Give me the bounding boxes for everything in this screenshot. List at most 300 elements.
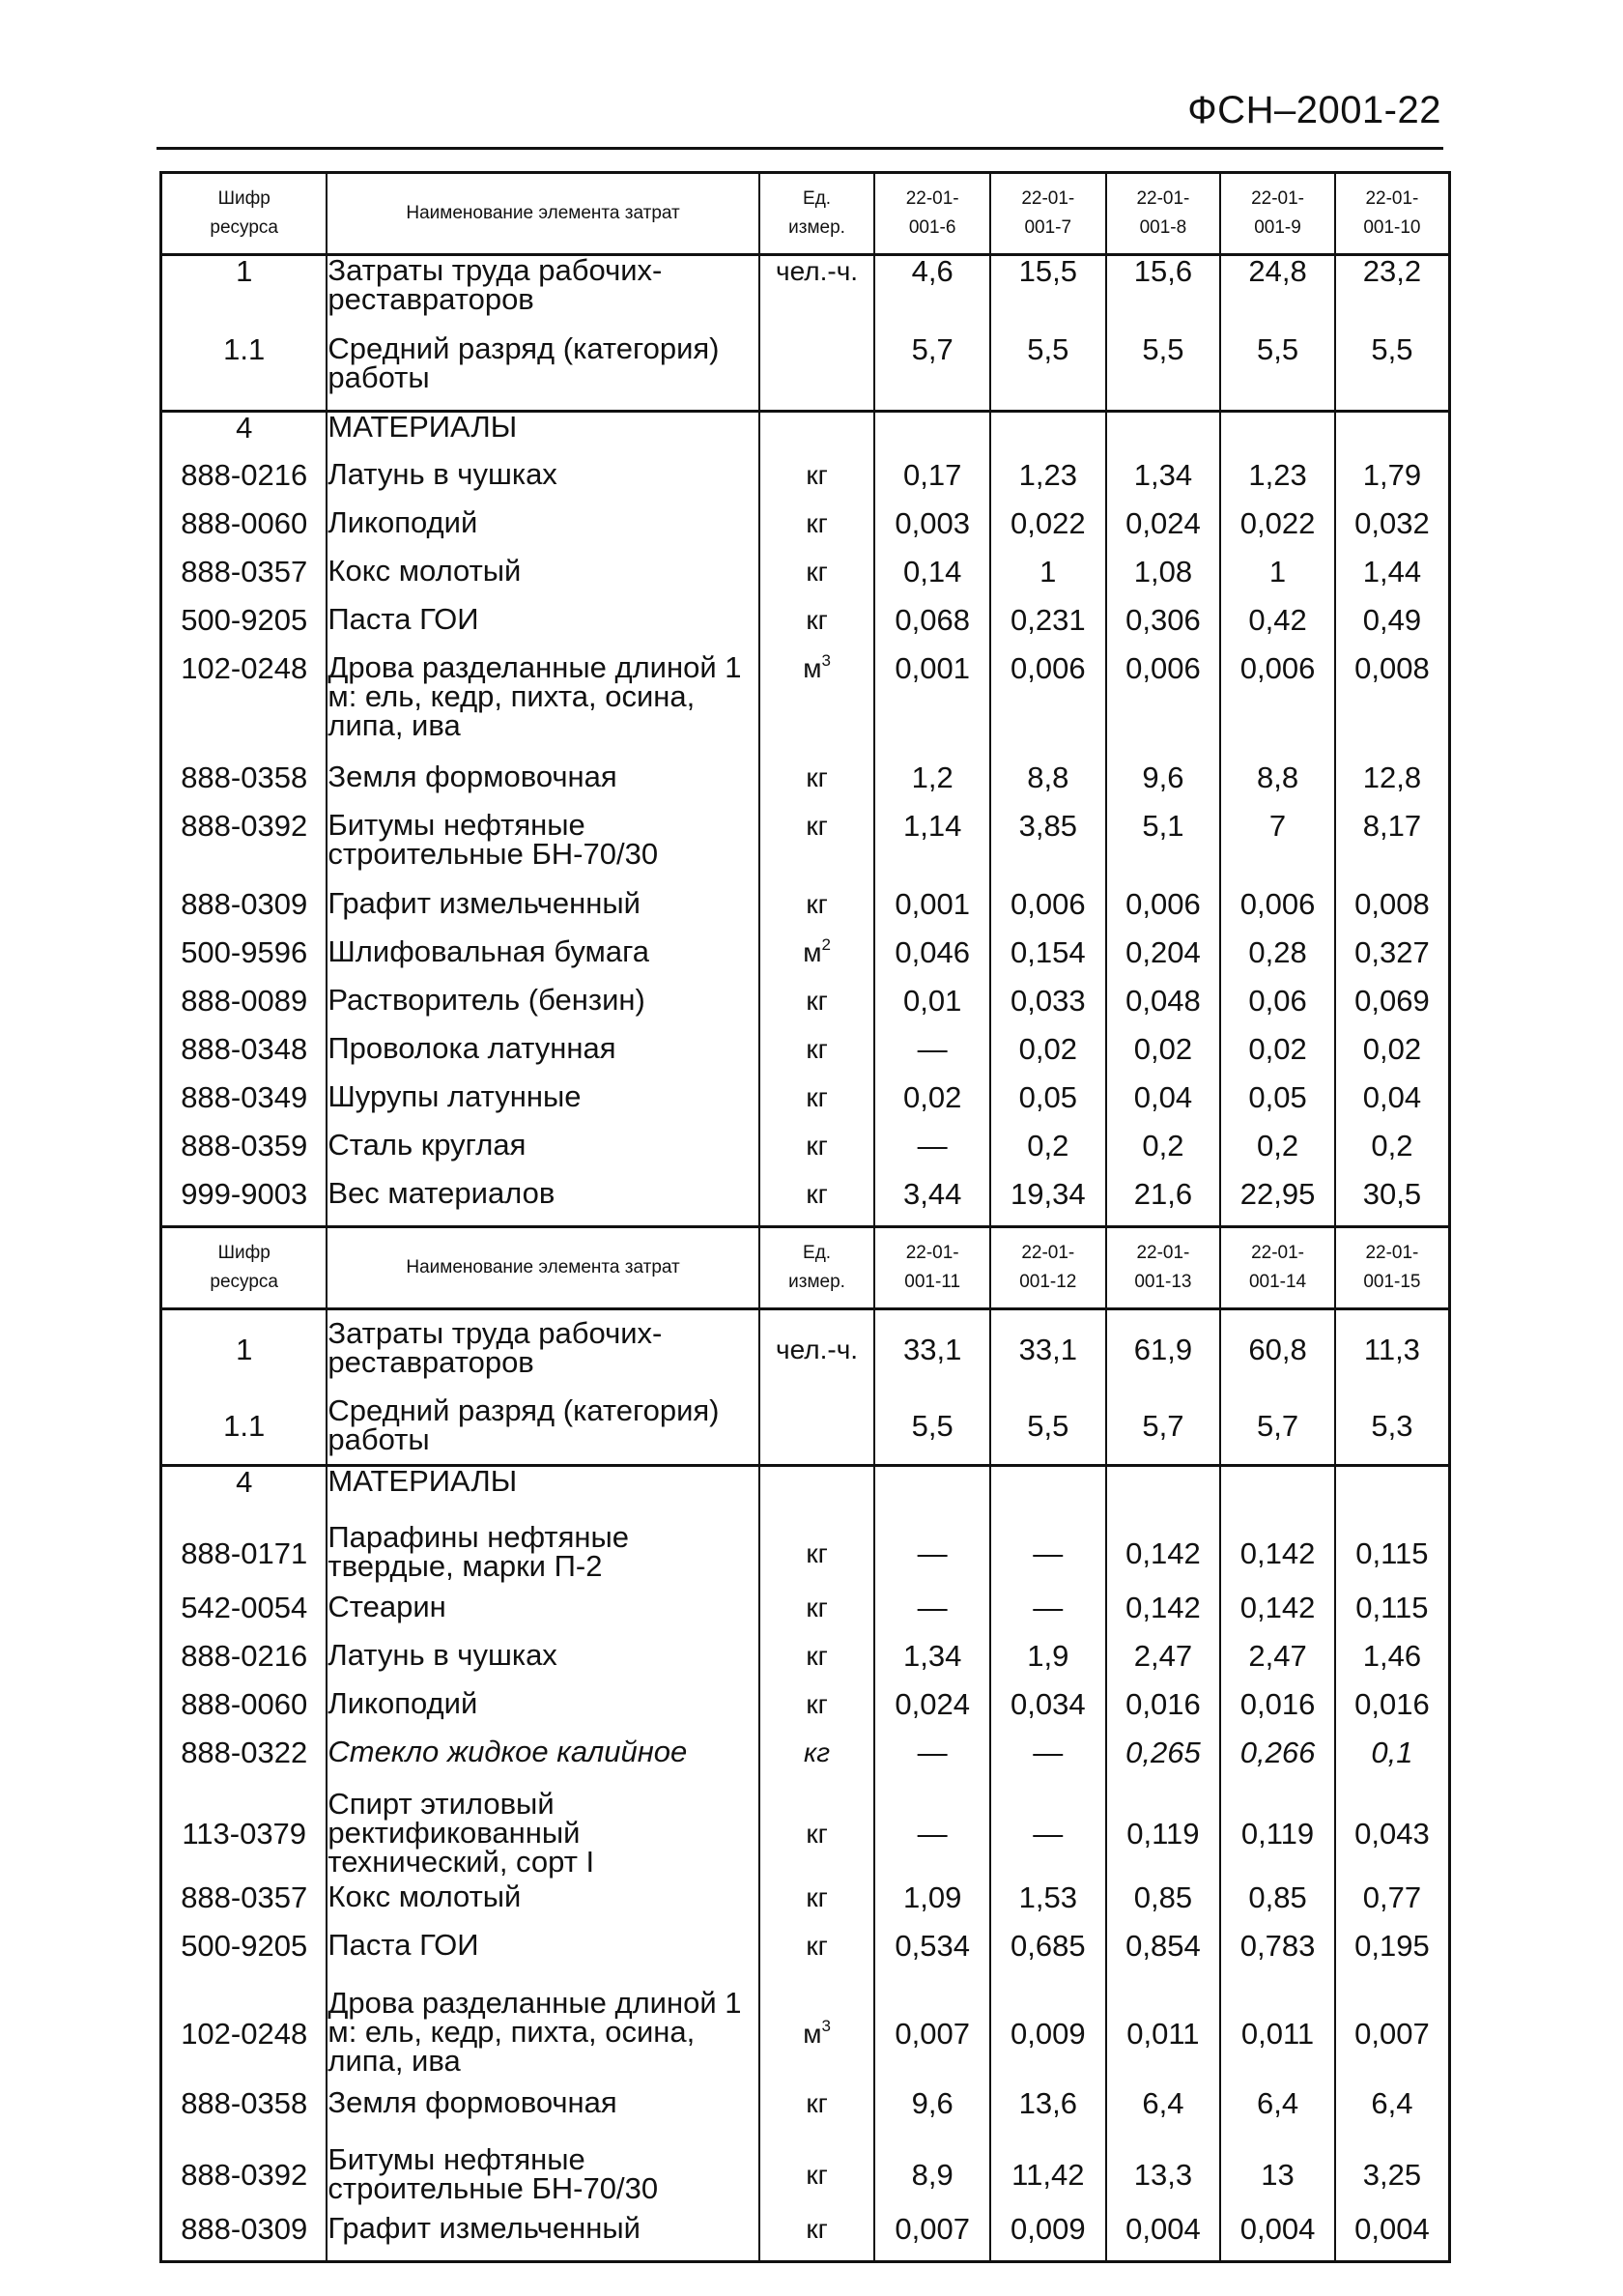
- norm-value: 5,5: [990, 1389, 1106, 1466]
- norm-value: 0,008: [1335, 653, 1450, 762]
- norm-value: [1335, 412, 1450, 460]
- table-row: [161, 2214, 1450, 2262]
- resource-code: 888-0171: [161, 1514, 327, 1593]
- norm-value: 0,007: [1335, 1979, 1450, 2088]
- table-row: [161, 1466, 1450, 1514]
- norm-value: [1106, 1466, 1221, 1514]
- cost-element-name: Шлифовальная бумага: [327, 937, 758, 986]
- norm-value: 9,6: [874, 2088, 990, 2137]
- norm-value: 0,85: [1220, 1882, 1335, 1931]
- table-row: [161, 334, 1450, 412]
- norm-value: 0,022: [990, 508, 1106, 557]
- norm-value: 0,046: [874, 937, 990, 986]
- cost-element-name: Кокс молотый: [327, 1882, 758, 1931]
- norm-value: —: [874, 1514, 990, 1593]
- norm-value: 0,001: [874, 653, 990, 762]
- norm-value: [874, 412, 990, 460]
- norm-value: 5,5: [990, 334, 1106, 412]
- table-row: [161, 460, 1450, 508]
- norm-value: 0,42: [1220, 605, 1335, 653]
- norm-value: 0,28: [1220, 937, 1335, 986]
- unit-of-measure: кг: [759, 1641, 875, 1689]
- norm-value: [1335, 1466, 1450, 1514]
- unit-of-measure: кг: [759, 1034, 875, 1082]
- norm-value: 0,006: [990, 889, 1106, 937]
- resource-code: 4: [161, 1466, 327, 1514]
- norm-value: 0,032: [1335, 508, 1450, 557]
- norm-value: 0,115: [1335, 1593, 1450, 1641]
- cost-element-name: Латунь в чушках: [327, 460, 758, 508]
- header-unit: Ед. измер.: [759, 1227, 875, 1309]
- norm-value: —: [990, 1593, 1106, 1641]
- norm-value: —: [990, 1786, 1106, 1882]
- norm-value: 0,327: [1335, 937, 1450, 986]
- norm-value: 0,14: [874, 557, 990, 605]
- norm-value: 6,4: [1220, 2088, 1335, 2137]
- resource-code: 102-0248: [161, 653, 327, 762]
- norm-value: 0,85: [1106, 1882, 1221, 1931]
- norm-value: 0,01: [874, 986, 990, 1034]
- norm-value: 0,231: [990, 605, 1106, 653]
- resource-code: 999-9003: [161, 1179, 327, 1227]
- table-row: [161, 653, 1450, 762]
- resource-code: 4: [161, 412, 327, 460]
- norm-value: —: [874, 1786, 990, 1882]
- resource-code: 888-0089: [161, 986, 327, 1034]
- norm-value: 0,02: [1106, 1034, 1221, 1082]
- unit-of-measure: кг: [759, 1131, 875, 1179]
- norm-value: 0,007: [874, 2214, 990, 2262]
- norm-value: [1220, 412, 1335, 460]
- cost-element-name: Латунь в чушках: [327, 1641, 758, 1689]
- header-cost-element-name: Наименование элемента затрат: [327, 173, 758, 255]
- norm-value: 22,95: [1220, 1179, 1335, 1227]
- norm-value: 0,009: [990, 2214, 1106, 2262]
- header-norm-column: 22-01- 001-10: [1335, 173, 1450, 255]
- cost-element-name: Средний разряд (категория) работы: [327, 1389, 758, 1466]
- norm-value: 0,142: [1220, 1514, 1335, 1593]
- norm-value: —: [874, 1593, 990, 1641]
- norm-value: 4,6: [874, 255, 990, 334]
- cost-element-name: Битумы нефтяные строительные БН-70/30: [327, 2137, 758, 2214]
- norm-value: 23,2: [1335, 255, 1450, 334]
- norm-value: 0,1: [1335, 1737, 1450, 1786]
- norm-value: 8,17: [1335, 811, 1450, 889]
- norm-value: 2,47: [1106, 1641, 1221, 1689]
- table-row: [161, 2088, 1450, 2137]
- norm-value: 0,77: [1335, 1882, 1450, 1931]
- table-body: [161, 1309, 1450, 2262]
- unit-of-measure: кг: [759, 986, 875, 1034]
- norm-value: 15,6: [1106, 255, 1221, 334]
- unit-of-measure: чел.-ч.: [759, 255, 875, 334]
- cost-element-name: Земля формовочная: [327, 2088, 758, 2137]
- norm-value: 1,44: [1335, 557, 1450, 605]
- norm-value: 0,119: [1220, 1786, 1335, 1882]
- cost-element-name: Парафины нефтяные твердые, марки П-2: [327, 1514, 758, 1593]
- resource-code: 1: [161, 255, 327, 334]
- resource-code: 888-0309: [161, 889, 327, 937]
- table-row: [161, 1979, 1450, 2088]
- unit-of-measure: кг: [759, 1786, 875, 1882]
- norm-value: 0,2: [1106, 1131, 1221, 1179]
- norm-value: 0,04: [1335, 1082, 1450, 1131]
- norm-value: 0,004: [1335, 2214, 1450, 2262]
- unit-of-measure: кг: [759, 811, 875, 889]
- cost-element-name: Битумы нефтяные строительные БН-70/30: [327, 811, 758, 889]
- norm-value: 6,4: [1335, 2088, 1450, 2137]
- norm-value: 1,34: [1106, 460, 1221, 508]
- norm-value: 0,2: [1220, 1131, 1335, 1179]
- norm-value: 33,1: [990, 1309, 1106, 1389]
- norm-value: 0,02: [1220, 1034, 1335, 1082]
- norm-value: 0,004: [1106, 2214, 1221, 2262]
- norm-value: 5,7: [1106, 1389, 1221, 1466]
- resource-code: 888-0216: [161, 1641, 327, 1689]
- header-norm-column: 22-01- 001-8: [1106, 173, 1221, 255]
- cost-element-name: Сталь круглая: [327, 1131, 758, 1179]
- norm-value: 0,024: [874, 1689, 990, 1737]
- table-row: [161, 811, 1450, 889]
- unit-of-measure: кг: [759, 2214, 875, 2262]
- resource-code: 500-9205: [161, 605, 327, 653]
- resource-code: 500-9596: [161, 937, 327, 986]
- norm-value: 1,14: [874, 811, 990, 889]
- table-row: [161, 986, 1450, 1034]
- norm-value: 24,8: [1220, 255, 1335, 334]
- cost-element-name: Графит измельченный: [327, 2214, 758, 2262]
- unit-of-measure: кг: [759, 460, 875, 508]
- table-row: [161, 1131, 1450, 1179]
- norm-value: —: [874, 1737, 990, 1786]
- norm-value: 1,9: [990, 1641, 1106, 1689]
- norm-value: 0,011: [1106, 1979, 1221, 2088]
- cost-element-name: Шурупы латунные: [327, 1082, 758, 1131]
- resource-code: 888-0322: [161, 1737, 327, 1786]
- norm-value: 1,53: [990, 1882, 1106, 1931]
- norm-value: 0,142: [1106, 1593, 1221, 1641]
- norm-value: 0,142: [1220, 1593, 1335, 1641]
- norm-value: 0,05: [1220, 1082, 1335, 1131]
- norm-value: 6,4: [1106, 2088, 1221, 2137]
- header-norm-column: 22-01- 001-11: [874, 1227, 990, 1309]
- cost-element-name: Вес материалов: [327, 1179, 758, 1227]
- table-row: [161, 1593, 1450, 1641]
- norm-value: 11,42: [990, 2137, 1106, 2214]
- norm-value: 0,006: [1220, 653, 1335, 762]
- resource-code: 542-0054: [161, 1593, 327, 1641]
- cost-element-name: МАТЕРИАЛЫ: [327, 412, 758, 460]
- cost-element-name: Ликоподий: [327, 508, 758, 557]
- norm-value: —: [990, 1514, 1106, 1593]
- norm-value: —: [874, 1034, 990, 1082]
- norm-value: 0,043: [1335, 1786, 1450, 1882]
- norm-value: 5,3: [1335, 1389, 1450, 1466]
- header-norm-column: 22-01- 001-15: [1335, 1227, 1450, 1309]
- table-row: [161, 1882, 1450, 1931]
- unit-of-measure: кг: [759, 1082, 875, 1131]
- norm-value: 0,2: [1335, 1131, 1450, 1179]
- norms-table-2: [159, 1225, 1451, 2263]
- norm-value: 0,142: [1106, 1514, 1221, 1593]
- norm-value: 11,3: [1335, 1309, 1450, 1389]
- cost-element-name: Затраты труда рабочих-реставраторов: [327, 255, 758, 334]
- table-row: [161, 412, 1450, 460]
- table-row: [161, 1641, 1450, 1689]
- norm-value: 0,048: [1106, 986, 1221, 1034]
- norm-value: 0,068: [874, 605, 990, 653]
- resource-code: 888-0309: [161, 2214, 327, 2262]
- header-norm-column: 22-01- 001-6: [874, 173, 990, 255]
- cost-element-name: Земля формовочная: [327, 762, 758, 811]
- norm-value: 0,266: [1220, 1737, 1335, 1786]
- norms-table-1: [159, 171, 1451, 1228]
- resource-code: 1.1: [161, 334, 327, 412]
- norm-value: 0,034: [990, 1689, 1106, 1737]
- norm-value: 2,47: [1220, 1641, 1335, 1689]
- norm-value: 1,34: [874, 1641, 990, 1689]
- norm-value: 0,04: [1106, 1082, 1221, 1131]
- header-norm-column: 22-01- 001-9: [1220, 173, 1335, 255]
- unit-of-measure: [759, 334, 875, 412]
- table-row: [161, 1179, 1450, 1227]
- norm-value: 3,44: [874, 1179, 990, 1227]
- table-row: [161, 1034, 1450, 1082]
- norm-value: 0,006: [990, 653, 1106, 762]
- document-code: ФСН–2001-22: [1187, 89, 1441, 131]
- table-row: [161, 2137, 1450, 2214]
- norm-value: 1: [990, 557, 1106, 605]
- unit-of-measure: $м^3$: [759, 653, 875, 762]
- unit-of-measure: кг: [759, 1689, 875, 1737]
- resource-code: 888-0060: [161, 1689, 327, 1737]
- norm-value: 5,5: [1220, 334, 1335, 412]
- norm-value: 1,2: [874, 762, 990, 811]
- table-header-row: [161, 173, 1450, 255]
- unit-of-measure: кг: [759, 1179, 875, 1227]
- resource-code: 888-0392: [161, 2137, 327, 2214]
- norm-value: 0,016: [1106, 1689, 1221, 1737]
- norm-value: 0,119: [1106, 1786, 1221, 1882]
- unit-of-measure: кг: [759, 557, 875, 605]
- header-norm-column: 22-01- 001-12: [990, 1227, 1106, 1309]
- norm-value: 0,011: [1220, 1979, 1335, 2088]
- header-unit: Ед. измер.: [759, 173, 875, 255]
- unit-of-measure: [759, 412, 875, 460]
- header-resource-code: Шифр ресурса: [161, 1227, 327, 1309]
- resource-code: 888-0358: [161, 2088, 327, 2137]
- table-row: [161, 1931, 1450, 1979]
- unit-of-measure: кг: [759, 508, 875, 557]
- norm-value: 61,9: [1106, 1309, 1221, 1389]
- table-row: [161, 889, 1450, 937]
- cost-element-name: Графит измельченный: [327, 889, 758, 937]
- norm-value: 0,02: [1335, 1034, 1450, 1082]
- resource-code: 888-0060: [161, 508, 327, 557]
- norm-value: 13,6: [990, 2088, 1106, 2137]
- table-header-row: [161, 1227, 1450, 1309]
- norm-value: 7: [1220, 811, 1335, 889]
- norm-value: [1106, 412, 1221, 460]
- norm-value: [874, 1466, 990, 1514]
- resource-code: 888-0349: [161, 1082, 327, 1131]
- table-row: [161, 1689, 1450, 1737]
- norm-value: 0,001: [874, 889, 990, 937]
- resource-code: 1.1: [161, 1389, 327, 1466]
- norm-value: 13,3: [1106, 2137, 1221, 2214]
- table-row: [161, 255, 1450, 334]
- table-row: [161, 1737, 1450, 1786]
- unit-of-measure: кг: [759, 1593, 875, 1641]
- norm-value: 8,8: [1220, 762, 1335, 811]
- norm-value: 0,02: [990, 1034, 1106, 1082]
- unit-of-measure: кг: [759, 2137, 875, 2214]
- cost-element-name: Ликоподий: [327, 1689, 758, 1737]
- cost-element-name: Дрова разделанные длиной 1 м: ель, кедр, пихта, осина, липа, ива: [327, 653, 758, 762]
- norm-value: 0,685: [990, 1931, 1106, 1979]
- norm-value: 0,024: [1106, 508, 1221, 557]
- norm-value: 0,069: [1335, 986, 1450, 1034]
- norm-value: 33,1: [874, 1309, 990, 1389]
- norm-value: —: [990, 1737, 1106, 1786]
- header-norm-column: 22-01- 001-13: [1106, 1227, 1221, 1309]
- cost-element-name: Паста ГОИ: [327, 1931, 758, 1979]
- norm-value: 19,34: [990, 1179, 1106, 1227]
- norm-value: 0,006: [1106, 889, 1221, 937]
- norm-value: 21,6: [1106, 1179, 1221, 1227]
- norm-value: 5,5: [874, 1389, 990, 1466]
- norm-value: 1,08: [1106, 557, 1221, 605]
- table-row: [161, 605, 1450, 653]
- resource-code: 888-0216: [161, 460, 327, 508]
- norm-value: 1: [1220, 557, 1335, 605]
- norm-value: 12,8: [1335, 762, 1450, 811]
- cost-element-name: Средний разряд (категория) работы: [327, 334, 758, 412]
- header-norm-column: 22-01- 001-7: [990, 173, 1106, 255]
- table-row: [161, 1514, 1450, 1593]
- cost-element-name: Стеарин: [327, 1593, 758, 1641]
- table-row: [161, 557, 1450, 605]
- norm-value: 0,783: [1220, 1931, 1335, 1979]
- norm-value: 0,02: [874, 1082, 990, 1131]
- resource-code: 888-0348: [161, 1034, 327, 1082]
- norm-value: 0,006: [1220, 889, 1335, 937]
- norm-value: 3,25: [1335, 2137, 1450, 2214]
- cost-element-name: Проволока латунная: [327, 1034, 758, 1082]
- norm-value: 0,004: [1220, 2214, 1335, 2262]
- norm-value: 0,003: [874, 508, 990, 557]
- norm-value: 0,49: [1335, 605, 1450, 653]
- cost-element-name: Затраты труда рабочих-реставраторов: [327, 1309, 758, 1389]
- cost-element-name: Кокс молотый: [327, 557, 758, 605]
- norm-value: [1220, 1466, 1335, 1514]
- unit-of-measure: кг: [759, 1882, 875, 1931]
- norm-value: 8,9: [874, 2137, 990, 2214]
- norm-value: 8,8: [990, 762, 1106, 811]
- resource-code: 102-0248: [161, 1979, 327, 2088]
- table-row: [161, 1309, 1450, 1389]
- norm-value: 5,7: [874, 334, 990, 412]
- cost-element-name: Спирт этиловый ректификованный технический, сорт I: [327, 1786, 758, 1882]
- unit-of-measure: кг: [759, 762, 875, 811]
- norm-value: 0,115: [1335, 1514, 1450, 1593]
- norm-value: 0,306: [1106, 605, 1221, 653]
- norm-value: 15,5: [990, 255, 1106, 334]
- header-cost-element-name: Наименование элемента затрат: [327, 1227, 758, 1309]
- norm-value: 0,033: [990, 986, 1106, 1034]
- table-row: [161, 508, 1450, 557]
- norm-value: 0,204: [1106, 937, 1221, 986]
- norm-value: 0,008: [1335, 889, 1450, 937]
- norm-value: 1,23: [990, 460, 1106, 508]
- norm-value: 0,06: [1220, 986, 1335, 1034]
- table-row: [161, 762, 1450, 811]
- norm-value: 30,5: [1335, 1179, 1450, 1227]
- table-row: [161, 1786, 1450, 1882]
- unit-of-measure: кг: [759, 1737, 875, 1786]
- norm-value: 5,5: [1106, 334, 1221, 412]
- norm-value: [990, 412, 1106, 460]
- norm-value: 0,154: [990, 937, 1106, 986]
- unit-of-measure: $м^3$: [759, 1979, 875, 2088]
- resource-code: 888-0357: [161, 1882, 327, 1931]
- resource-code: 1: [161, 1309, 327, 1389]
- norm-value: 0,195: [1335, 1931, 1450, 1979]
- norm-value: 60,8: [1220, 1309, 1335, 1389]
- unit-of-measure: кг: [759, 1931, 875, 1979]
- norm-value: 0,006: [1106, 653, 1221, 762]
- norm-value: 3,85: [990, 811, 1106, 889]
- resource-code: 888-0358: [161, 762, 327, 811]
- norm-value: 0,265: [1106, 1737, 1221, 1786]
- cost-element-name: Паста ГОИ: [327, 605, 758, 653]
- norm-value: 0,016: [1220, 1689, 1335, 1737]
- resource-code: 888-0359: [161, 1131, 327, 1179]
- table-row: [161, 1082, 1450, 1131]
- norm-value: 0,2: [990, 1131, 1106, 1179]
- unit-of-measure: $м^2$: [759, 937, 875, 986]
- resource-code: 888-0357: [161, 557, 327, 605]
- unit-of-measure: [759, 1466, 875, 1514]
- unit-of-measure: кг: [759, 2088, 875, 2137]
- norm-value: 0,007: [874, 1979, 990, 2088]
- unit-of-measure: [759, 1389, 875, 1466]
- cost-element-name: Дрова разделанные длиной 1 м: ель, кедр, пихта, осина, липа, ива: [327, 1979, 758, 2088]
- unit-of-measure: кг: [759, 605, 875, 653]
- table-row: [161, 1389, 1450, 1466]
- norm-value: 9,6: [1106, 762, 1221, 811]
- norm-value: 0,022: [1220, 508, 1335, 557]
- header-norm-column: 22-01- 001-14: [1220, 1227, 1335, 1309]
- resource-code: 113-0379: [161, 1786, 327, 1882]
- norm-value: 5,5: [1335, 334, 1450, 412]
- norm-value: 0,534: [874, 1931, 990, 1979]
- norm-value: 1,46: [1335, 1641, 1450, 1689]
- cost-element-name: Растворитель (бензин): [327, 986, 758, 1034]
- norm-value: 13: [1220, 2137, 1335, 2214]
- norm-value: 1,23: [1220, 460, 1335, 508]
- norm-value: 0,009: [990, 1979, 1106, 2088]
- table-body: [161, 255, 1450, 1227]
- unit-of-measure: чел.-ч.: [759, 1309, 875, 1389]
- norm-value: 5,7: [1220, 1389, 1335, 1466]
- header-resource-code: Шифр ресурса: [161, 173, 327, 255]
- norm-value: [990, 1466, 1106, 1514]
- norm-value: 5,1: [1106, 811, 1221, 889]
- norm-value: 1,09: [874, 1882, 990, 1931]
- unit-of-measure: кг: [759, 1514, 875, 1593]
- header-rule: [157, 147, 1443, 150]
